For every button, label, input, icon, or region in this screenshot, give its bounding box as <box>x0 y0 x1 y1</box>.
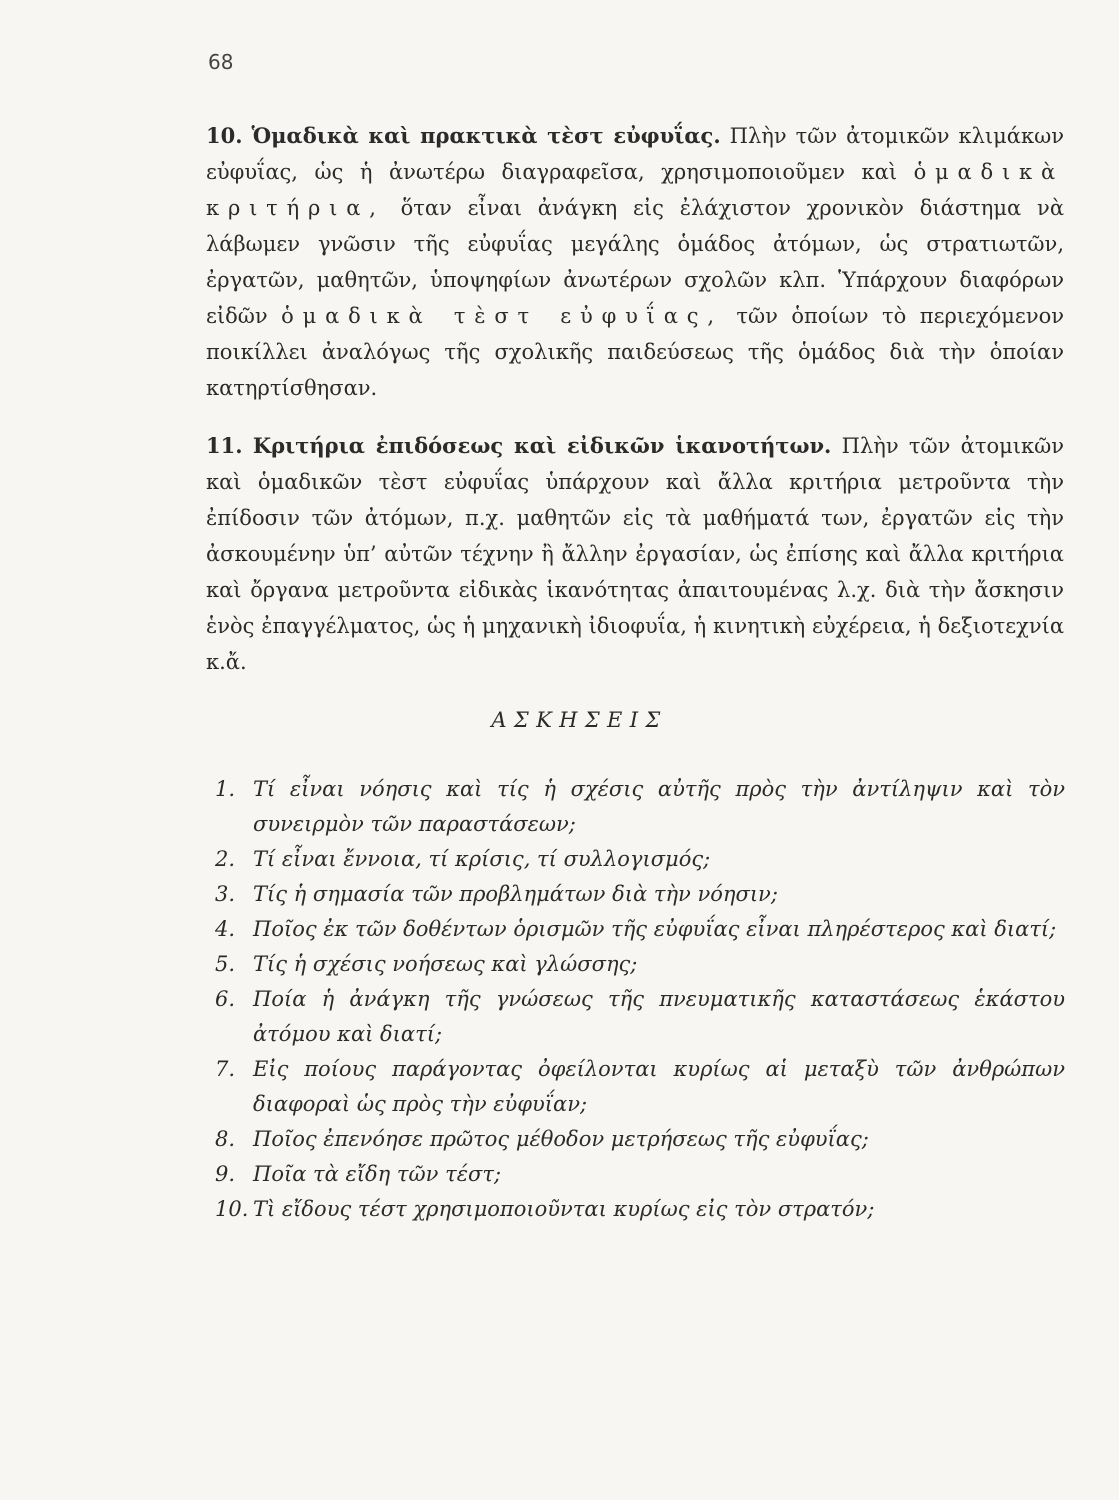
exercise-number: 6. <box>215 987 236 1011</box>
exercise-text: Τίς ἡ σχέσις νοήσεως καὶ γλώσσης; <box>253 952 638 976</box>
exercise-item <box>215 912 1065 947</box>
exercise-text: Ποῖα τὰ εἴδη τῶν τέστ; <box>253 1162 502 1186</box>
exercise-item <box>215 1157 1065 1192</box>
exercise-text: Τί εἶναι νόησις καὶ τίς ἡ σχέσις αὐτῆς πρὸς τὴν ἀντίληψιν καὶ τὸν συνειρμὸν τῶν παραστάσεων; <box>253 777 1065 836</box>
exercise-item <box>215 842 1065 877</box>
section-10-text-c: τῶν ὁποίων τὸ περιεχόμενον ποικίλλει ἀναλόγως τῆς σχολικῆς παιδεύσεως τῆς ὁμάδος διὰ τὴν ὁποίαν κατηρτίσθησαν. <box>206 304 1064 400</box>
section-10-text-a: Πλὴν τῶν ἀτομικῶν κλιμάκων εὐφυΐας, ὡς ἡ ἀνωτέρω διαγραφεῖσα, χρησιμοποιοῦμεν καὶ <box>206 124 1064 184</box>
exercise-number: 2. <box>215 847 236 871</box>
section-10 <box>206 118 1064 406</box>
exercise-text: Ποῖος ἐκ τῶν δοθέντων ὁρισμῶν τῆς εὐφυΐας εἶναι πληρέστερος καὶ διατί; <box>253 917 1057 941</box>
section-10-spaced-b: ὁμαδικὰ τὲστ εὐφυΐας, <box>281 304 723 328</box>
exercise-number: 7. <box>215 1057 236 1081</box>
exercise-number: 9. <box>215 1162 236 1186</box>
exercise-item <box>215 772 1065 842</box>
exercise-number: 8. <box>215 1127 236 1151</box>
exercise-item <box>215 1052 1065 1122</box>
section-11 <box>206 428 1064 680</box>
section-10-number: 10. <box>206 123 243 148</box>
section-11-title: Κριτήρια ἐπιδόσεως καὶ εἰδικῶν ἱκανοτήτων. <box>252 433 832 458</box>
exercise-number: 5. <box>215 952 236 976</box>
exercise-text: Ποία ἡ ἀνάγκη τῆς γνώσεως τῆς πνευματικῆς καταστάσεως ἑκάστου ἀτόμου καὶ διατί; <box>253 987 1065 1046</box>
exercise-text: Ποῖος ἐπενόησε πρῶτος μέθοδον μετρήσεως τῆς εὐφυΐας; <box>253 1127 869 1151</box>
exercise-item <box>215 982 1065 1052</box>
section-10-spaced-a: ὁμαδικὰ κριτήρια, <box>206 160 1064 220</box>
exercise-item <box>215 1192 1065 1227</box>
section-10-text-b: ὅταν εἶναι ἀνάγκη εἰς ἐλάχιστον χρονικὸν διάστημα νὰ λάβωμεν γνῶσιν τῆς εὐφυΐας μεγάλης ὁμάδος ἀτόμων, ὡς στρατιωτῶν, ἐργατῶν, μαθητῶν, ὑποψηφίων ἀνωτέρων σχολῶν κλπ. Ὑπάρχουν διαφόρων εἰδῶν <box>206 196 1064 328</box>
exercise-number: 3. <box>215 882 236 906</box>
exercises-list <box>215 772 1065 1227</box>
exercise-text: Τί εἶναι ἔννοια, τί κρίσις, τί συλλογισμός; <box>253 847 711 871</box>
exercises-title: ΑΣΚΗΣΕΙΣ <box>491 708 668 732</box>
exercise-number: 1. <box>215 777 236 801</box>
section-10-title: Ὁμαδικὰ καὶ πρακτικὰ τὲστ εὐφυΐας. <box>251 123 721 148</box>
exercise-text: Τίς ἡ σημασία τῶν προβλημάτων διὰ τὴν νόησιν; <box>253 882 778 906</box>
section-11-text: Πλὴν τῶν ἀτομικῶν καὶ ὁμαδικῶν τὲστ εὐφυΐας ὑπάρχουν καὶ ἄλλα κριτήρια μετροῦντα τὴν ἐπίδοσιν τῶν ἀτόμων, π.χ. μαθητῶν εἰς τὰ μαθήματά των, ἐργατῶν εἰς τὴν ἀσκουμένην ὑπ’ αὐτῶν τέχνην ἢ ἄλλην ἐργασίαν, ὡς ἐπίσης καὶ ἄλλα κριτήρια καὶ ὄργανα μετροῦντα εἰδικὰς ἱκανότητας ἀπαιτουμένας λ.χ. διὰ τὴν ἄσκησιν ἑνὸς ἐπαγγέλματος, ὡς ἡ μηχανικὴ ἰδιοφυΐα, ἡ κινητικὴ εὐχέρεια, ἡ δεξιοτεχνία κ.ἄ. <box>206 434 1064 674</box>
exercise-item <box>215 877 1065 912</box>
exercise-number: 10. <box>215 1197 249 1221</box>
section-11-number: 11. <box>206 433 243 458</box>
exercise-item <box>215 1122 1065 1157</box>
page-number: 68 <box>208 50 234 74</box>
exercise-item <box>215 947 1065 982</box>
exercise-number: 4. <box>215 917 236 941</box>
exercise-text: Εἰς ποίους παράγοντας ὀφείλονται κυρίως αἱ μεταξὺ τῶν ἀνθρώπων διαφοραὶ ὡς πρὸς τὴν εὐφυΐαν; <box>253 1057 1065 1116</box>
exercise-text: Τὶ εἴδους τέστ χρησιμοποιοῦνται κυρίως εἰς τὸν στρατόν; <box>253 1197 875 1221</box>
